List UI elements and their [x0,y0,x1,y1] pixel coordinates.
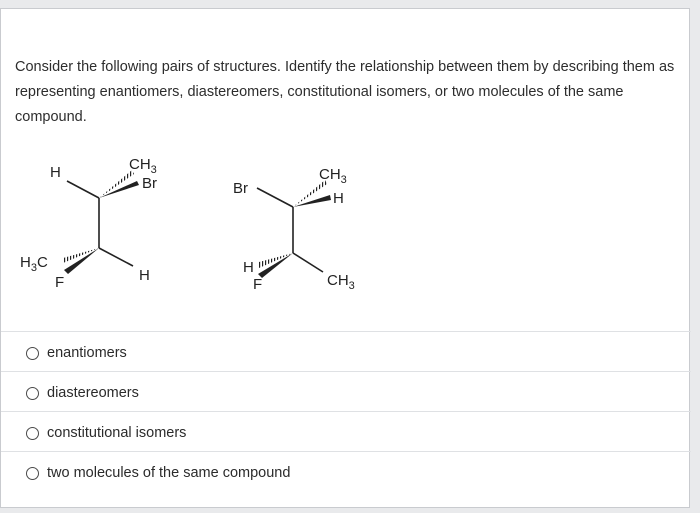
structures-figure [1,141,421,311]
bond-1-h [67,181,99,198]
radio-same-compound[interactable] [26,467,39,480]
bond-2-br [257,188,293,207]
radio-diastereomers[interactable] [26,387,39,400]
radio-enantiomers[interactable] [26,347,39,360]
question-prompt: Consider the following pairs of structures. Identify the relationship between them by describing them as representing enantiomers, diastereomers, constitutional isomers, or two molecules of the same compound. [15,59,675,125]
option-label[interactable]: two molecules of the same compound [47,465,291,481]
hashed-wedge-1-ch3 [99,170,134,198]
s2-top-right-upper: $CH_3$ [319,166,347,186]
wedge-2-h [293,195,331,207]
radio-constitutional-isomers[interactable] [26,427,39,440]
s1-bottom-left-lower: F [55,274,65,291]
structure-2 [233,166,355,293]
s1-top-right-upper: $CH_3$ [129,156,157,176]
option-constitutional-isomers[interactable] [1,411,691,451]
s2-top-right-lower: H [333,190,344,207]
structure-drawings [1,141,421,311]
option-label[interactable]: diastereomers [47,385,139,401]
question-card [0,8,690,508]
option-same-compound[interactable] [1,451,691,491]
s1-bottom-right: H [139,267,150,284]
bond-2-ch3 [293,253,323,272]
s2-bottom-left-lower: F [253,276,263,293]
s2-bottom-right: $CH_3$ [327,272,355,292]
option-diastereomers[interactable] [1,371,691,411]
s2-top-left: Br [233,180,248,197]
option-label[interactable]: enantiomers [47,345,127,361]
option-label[interactable]: constitutional isomers [47,425,187,441]
bond-1-bottom-h [99,248,133,266]
answer-options [1,331,691,491]
s1-top-left: H [50,164,61,181]
option-enantiomers[interactable] [1,331,691,371]
s2-bottom-left-upper: H [243,259,254,276]
wedge-1-f [64,248,99,274]
s1-bottom-left-upper: $H_3C$ [20,254,48,274]
s1-top-right-lower: Br [142,175,157,192]
structure-1 [20,156,157,291]
